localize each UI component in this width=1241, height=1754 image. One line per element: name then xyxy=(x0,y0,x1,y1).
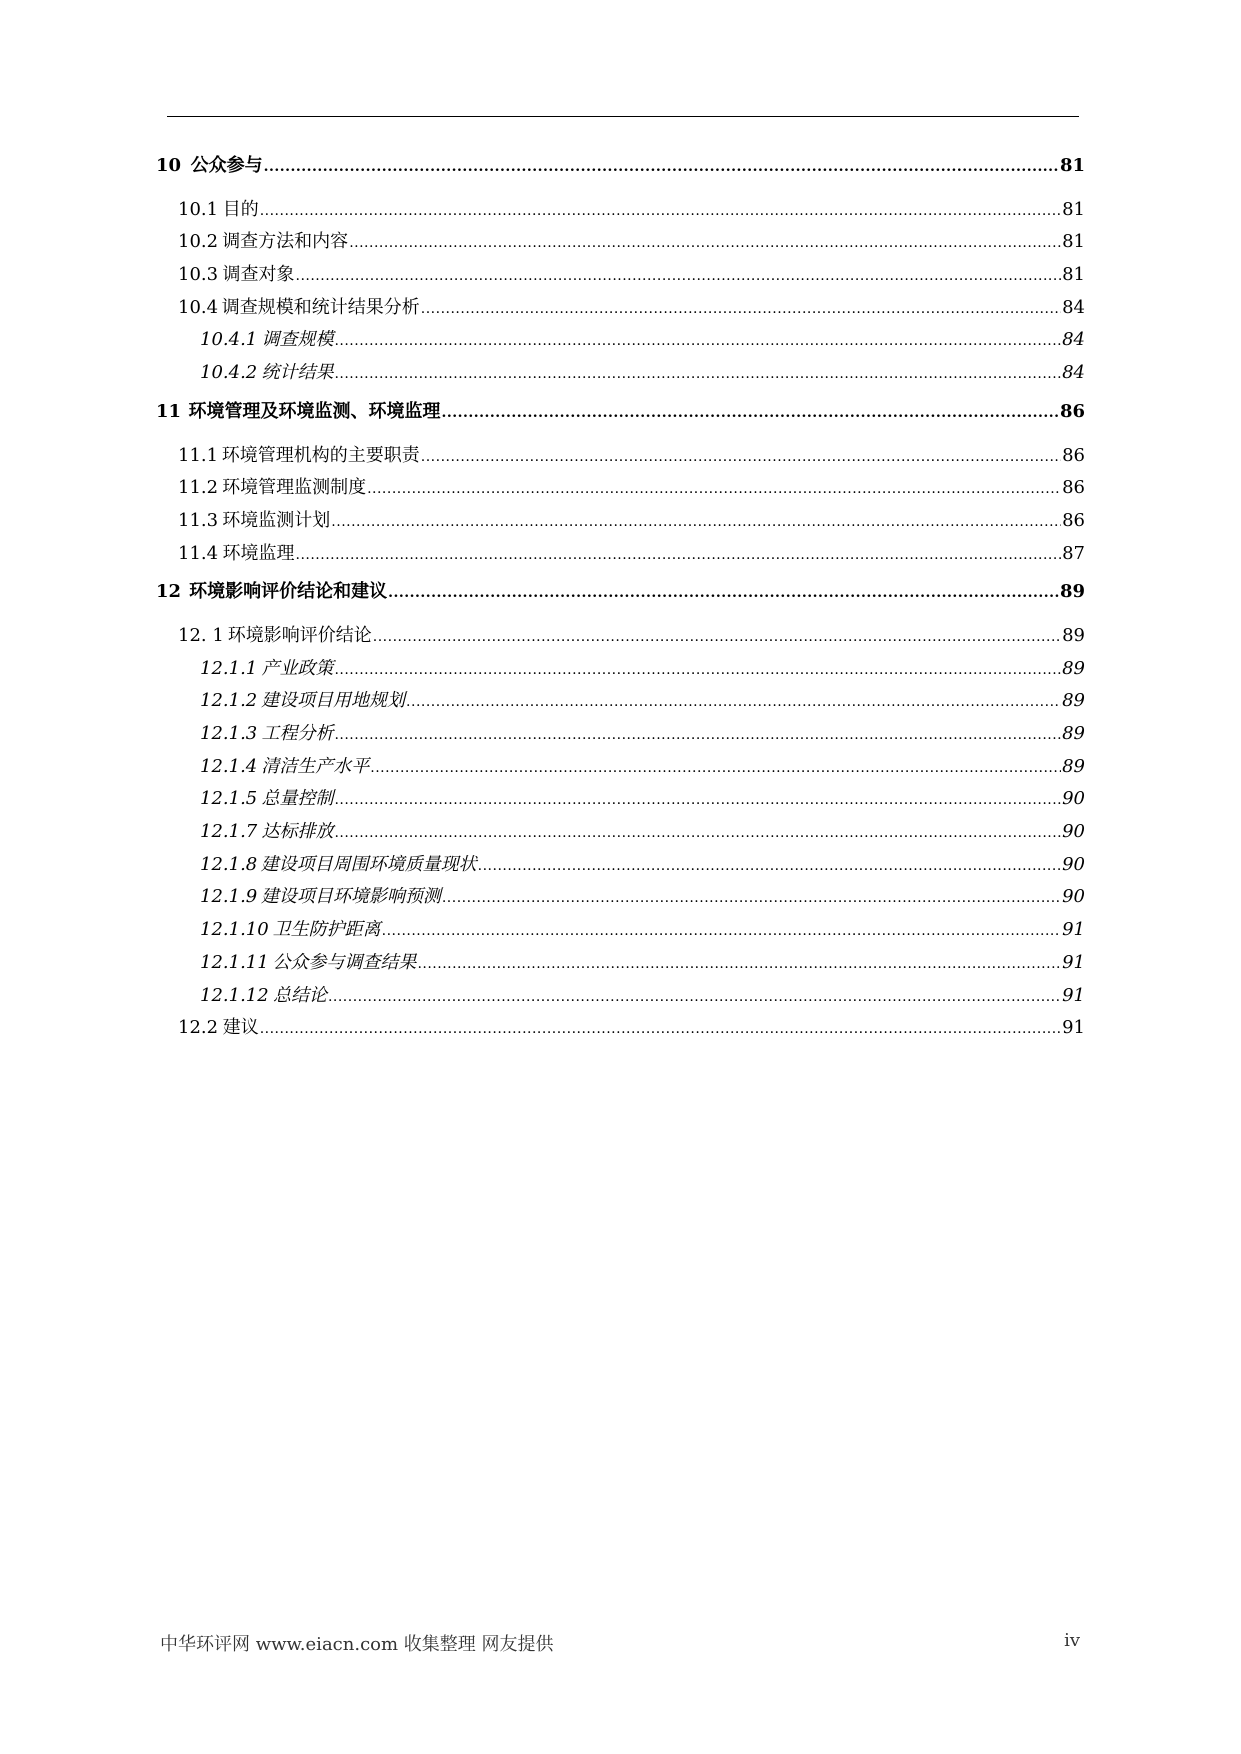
toc-subsection-entry[interactable] xyxy=(156,357,1085,390)
toc-entry-title: 目的 xyxy=(222,198,259,220)
toc-entry-title: 环境影响评价结论 xyxy=(227,624,372,646)
toc-entry-page: 91 xyxy=(1062,919,1085,941)
toc-entry-number: 12.1.12 xyxy=(200,984,269,1006)
table-of-contents xyxy=(156,150,1085,1045)
toc-entry-number: 12.1.1 xyxy=(200,657,258,679)
toc-entry-page: 90 xyxy=(1062,886,1085,908)
toc-section-entry[interactable] xyxy=(156,538,1085,571)
toc-entry-page: 86 xyxy=(1062,509,1085,531)
toc-entry-number: 12.2 xyxy=(178,1017,219,1039)
toc-entry-page: 81 xyxy=(1062,198,1085,220)
toc-dot-leader xyxy=(331,505,1061,539)
toc-dot-leader xyxy=(334,718,1061,752)
toc-entry-page: 84 xyxy=(1062,329,1085,351)
toc-entry-number: 10 xyxy=(156,155,182,176)
toc-entry-title: 产业政策 xyxy=(261,657,334,679)
toc-section-entry[interactable] xyxy=(156,440,1085,473)
toc-entry-page: 81 xyxy=(1059,155,1085,176)
toc-dot-leader xyxy=(264,150,1059,184)
toc-entry-page: 89 xyxy=(1062,755,1085,777)
toc-entry-page: 86 xyxy=(1059,400,1085,422)
toc-entry-page: 91 xyxy=(1062,1017,1085,1039)
toc-dot-leader xyxy=(328,980,1061,1014)
toc-entry-page: 89 xyxy=(1062,690,1085,712)
toc-entry-number: 12 xyxy=(156,581,182,603)
toc-entry-title: 环境管理机构的主要职责 xyxy=(221,444,420,466)
toc-entry-page: 81 xyxy=(1062,231,1085,253)
page-footer xyxy=(160,1630,1080,1656)
toc-dot-leader xyxy=(382,914,1061,948)
toc-subsection-entry[interactable] xyxy=(156,324,1085,357)
toc-subsection-entry[interactable] xyxy=(156,751,1085,784)
toc-entry-title: 总结论 xyxy=(272,984,327,1006)
toc-entry-number: 12.1.9 xyxy=(200,886,258,908)
toc-dot-leader xyxy=(334,816,1061,850)
toc-entry-number: 11 xyxy=(156,400,182,422)
toc-entry-number: 10.2 xyxy=(178,231,219,253)
toc-entry-number: 12.1.2 xyxy=(200,690,258,712)
toc-entry-page: 89 xyxy=(1059,581,1085,603)
toc-dot-leader xyxy=(334,653,1061,687)
toc-dot-leader xyxy=(260,194,1061,228)
footer-source-text: 中华环评网 www.eiacn.com 收集整理 网友提供 xyxy=(160,1634,554,1655)
toc-entry-title: 环境监理 xyxy=(222,542,295,564)
toc-section-entry[interactable] xyxy=(156,472,1085,505)
toc-chapter-entry[interactable] xyxy=(156,576,1085,609)
toc-dot-leader xyxy=(421,292,1061,326)
toc-dot-leader xyxy=(388,576,1059,610)
toc-entry-page: 89 xyxy=(1062,624,1085,646)
toc-entry-title: 卫生防护距离 xyxy=(272,919,381,941)
toc-entry-title: 公众参与调查结果 xyxy=(272,951,417,973)
footer-page-number: iv xyxy=(1064,1630,1080,1651)
toc-entry-title: 建议 xyxy=(222,1017,259,1039)
toc-entry-title: 环境影响评价结论和建议 xyxy=(189,581,388,603)
toc-entry-number: 10.4.1 xyxy=(200,329,258,351)
toc-dot-leader xyxy=(349,226,1061,260)
toc-entry-page: 81 xyxy=(1062,264,1085,286)
toc-entry-title: 公众参与 xyxy=(190,155,263,176)
toc-entry-title: 调查对象 xyxy=(222,264,295,286)
toc-subsection-entry[interactable] xyxy=(156,849,1085,882)
toc-dot-leader xyxy=(334,357,1061,391)
toc-entry-page: 90 xyxy=(1062,821,1085,843)
toc-section-entry[interactable] xyxy=(156,620,1085,653)
toc-entry-title: 环境管理及环境监测、环境监理 xyxy=(188,400,441,422)
toc-entry-number: 11.4 xyxy=(178,542,219,564)
toc-dot-leader xyxy=(296,259,1062,293)
toc-entry-title: 调查方法和内容 xyxy=(222,231,349,253)
toc-entry-number: 10.4 xyxy=(178,296,219,318)
toc-chapter-entry[interactable] xyxy=(156,150,1085,183)
toc-dot-leader xyxy=(406,685,1061,719)
toc-entry-title: 统计结果 xyxy=(261,362,334,384)
toc-section-entry[interactable] xyxy=(156,194,1085,227)
toc-entry-number: 11.2 xyxy=(178,477,219,499)
toc-dot-leader xyxy=(260,1012,1061,1046)
toc-entry-number: 12.1.5 xyxy=(200,788,258,810)
toc-entry-title: 建设项目用地规划 xyxy=(261,690,406,712)
toc-entry-title: 达标排放 xyxy=(261,821,334,843)
toc-entry-number: 12.1.7 xyxy=(200,821,258,843)
toc-entry-page: 91 xyxy=(1062,951,1085,973)
toc-subsection-entry[interactable] xyxy=(156,685,1085,718)
toc-entry-title: 工程分析 xyxy=(261,723,334,744)
toc-entry-page: 84 xyxy=(1062,362,1085,384)
toc-subsection-entry[interactable] xyxy=(156,881,1085,914)
toc-entry-number: 10.4.2 xyxy=(200,362,258,384)
toc-entry-page: 90 xyxy=(1062,788,1085,810)
toc-entry-title: 环境监测计划 xyxy=(222,509,331,531)
toc-dot-leader xyxy=(370,751,1061,785)
toc-subsection-entry[interactable] xyxy=(156,980,1085,1013)
toc-entry-page: 89 xyxy=(1062,723,1085,744)
toc-entry-page: 89 xyxy=(1062,657,1085,679)
toc-section-entry[interactable] xyxy=(156,226,1085,259)
header-rule xyxy=(167,116,1079,117)
toc-section-entry[interactable] xyxy=(156,259,1085,292)
toc-subsection-entry[interactable] xyxy=(156,947,1085,980)
toc-entry-title: 调查规模 xyxy=(261,329,334,351)
toc-entry-page: 86 xyxy=(1062,444,1085,466)
toc-entry-number: 12. 1 xyxy=(178,624,224,646)
toc-subsection-entry[interactable] xyxy=(156,816,1085,849)
toc-section-entry[interactable] xyxy=(156,1012,1085,1045)
toc-section-entry[interactable] xyxy=(156,292,1085,325)
toc-subsection-entry[interactable] xyxy=(156,783,1085,816)
toc-dot-leader xyxy=(373,620,1061,654)
toc-dot-leader xyxy=(296,538,1062,572)
toc-entry-number: 12.1.4 xyxy=(200,755,258,777)
toc-chapter-entry[interactable] xyxy=(156,396,1085,429)
toc-dot-leader xyxy=(367,472,1061,506)
toc-entry-page: 86 xyxy=(1062,477,1085,499)
toc-subsection-entry[interactable] xyxy=(156,718,1085,751)
toc-entry-page: 87 xyxy=(1062,542,1085,564)
toc-dot-leader xyxy=(442,881,1061,915)
toc-entry-page: 84 xyxy=(1062,296,1085,318)
toc-entry-number: 10.1 xyxy=(178,198,219,220)
toc-entry-title: 建设项目环境影响预测 xyxy=(260,886,441,908)
toc-entry-title: 清洁生产水平 xyxy=(261,755,370,777)
toc-entry-number: 11.1 xyxy=(178,444,219,466)
toc-entry-number: 12.1.11 xyxy=(200,951,269,973)
toc-entry-title: 建设项目周围环境质量现状 xyxy=(260,853,477,875)
toc-subsection-entry[interactable] xyxy=(156,914,1085,947)
toc-dot-leader xyxy=(478,849,1061,883)
toc-entry-title: 环境管理监测制度 xyxy=(222,477,367,499)
toc-entry-number: 12.1.8 xyxy=(200,853,258,875)
toc-entry-number: 11.3 xyxy=(178,509,219,531)
toc-dot-leader xyxy=(421,440,1061,474)
toc-dot-leader xyxy=(334,783,1061,817)
toc-section-entry[interactable] xyxy=(156,505,1085,538)
toc-entry-page: 91 xyxy=(1062,984,1085,1006)
toc-subsection-entry[interactable] xyxy=(156,653,1085,686)
toc-entry-number: 10.3 xyxy=(178,264,219,286)
toc-entry-number: 12.1.3 xyxy=(200,723,258,744)
toc-entry-title: 总量控制 xyxy=(261,788,334,810)
toc-dot-leader xyxy=(334,324,1061,358)
toc-entry-number: 12.1.10 xyxy=(200,919,269,941)
toc-entry-title: 调查规模和统计结果分析 xyxy=(221,296,420,318)
toc-dot-leader xyxy=(441,396,1058,430)
toc-dot-leader xyxy=(417,947,1061,981)
toc-entry-page: 90 xyxy=(1062,853,1085,875)
